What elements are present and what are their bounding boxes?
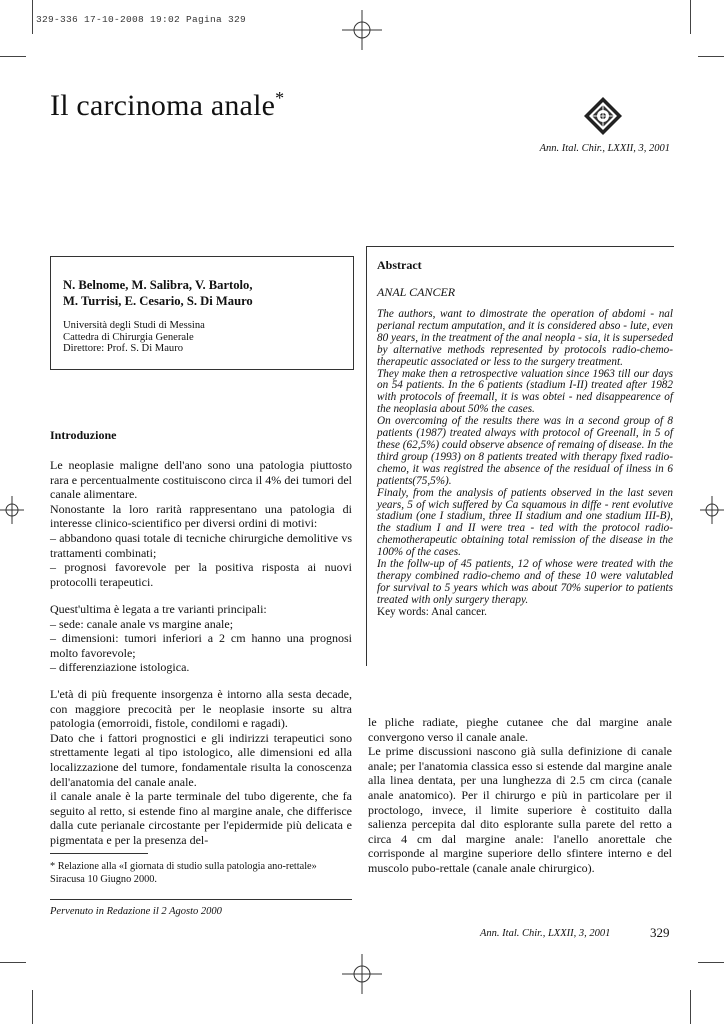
paragraph: le pliche radiate, pieghe cutanee che dal margine anale convergono verso il canale anale. — [368, 715, 672, 744]
paragraph: Dato che i fattori prognostici e gli indirizzi terapeutici sono strettamente legati al tipo istologico, alle dimensioni ed alla localizzazione del tumore, fondamentale risulta la conoscenza dell'anatomia del canale anale. — [50, 730, 352, 789]
list-item: – dimensioni: tumori inferiori a 2 cm hanno una prognosi molto favorevole; — [50, 631, 352, 660]
paragraph: il canale anale è la parte terminale del tubo digerente, che fa seguito al retto, si estende fino al margine anale, che differisce dalla cute perianale circostante per l'epidermide più delicata e pigmentata e per la presenza del- — [50, 789, 352, 847]
journal-reference-header: Ann. Ital. Chir., LXXII, 3, 2001 — [539, 143, 670, 154]
abstract-paragraph: On overcoming of the results there was in a second group of 8 patients (1987) treated always with protocol of Greenall, in 5 of these (62,5%) could observe absence of remaing of disease. In the third group (1993) on 8 patients treated with therapy fixed radio-chemo, it was registred the absence of the residual of ilness in 6 patients(75,5%). — [377, 415, 673, 487]
paragraph: Le neoplasie maligne dell'ano sono una patologia piuttosto rara e percentualmente costituiscono circa il 4% dei tumori del canale alimentare. — [50, 458, 352, 502]
abstract-paragraph: In the follw-up of 45 patients, 12 of whose were treated with the therapy combined radio-chemo and of these 10 were valutabled for survival to 5 years which was about 70% superior to patients treated with only surgery therapy. — [377, 558, 673, 606]
registration-mark-right — [700, 490, 724, 530]
author-list — [63, 277, 253, 309]
crop-mark — [698, 962, 724, 963]
received-rule — [50, 899, 352, 900]
intro-text-block-3 — [50, 687, 352, 848]
affiliation — [63, 320, 205, 355]
crop-mark — [690, 990, 691, 1024]
page-number: 329 — [650, 925, 670, 940]
list-item: – abbandono quasi totale di tecniche chirurgiche demolitive vs trattamenti combinati; — [50, 530, 352, 560]
paragraph: Le prime discussioni nascono già sulla definizione di canale anale; per l'anatomia classica esso si estende dal margine anale alla linea dentata, per una lunghezza di 2.5 cm circa (canale anale anatomico). Per il chirurgo e più in particolare per il proctologo, invece, il limite superiore è costituito dalla salienza percepita dal dito esplorante sulla parete del retto a circa 4 cm dal margine anale: l'anello anorettale che corrisponde al margine superiore dello sfintere interno e del muscolo pubo-rettale (canale anale chirurgico). — [368, 744, 672, 875]
journal-logo-icon — [583, 96, 623, 136]
section-heading-introduzione: Introduzione — [50, 428, 117, 442]
title-footnote-mark: * — [275, 88, 285, 108]
abstract-paragraph: The authors, want to dimostrate the operation of abdomi - nal perianal rectum amputation, and it is considered abso - lute, even 80 years, in the treatment of the anal neopla - sia, it is superseded by alternative methods represented by protocols radio-chemo-therapeutic associated or less to the surgery treatment. — [377, 308, 673, 368]
crop-mark — [0, 962, 26, 963]
crop-mark — [690, 0, 691, 34]
crop-mark — [698, 56, 724, 57]
intro-text-block-1 — [50, 458, 352, 589]
registration-mark-bottom — [342, 954, 382, 994]
abstract-body — [377, 309, 673, 619]
printer-slug: 329-336 17-10-2008 19:02 Pagina 329 — [36, 14, 247, 25]
abstract-heading: Abstract — [377, 258, 422, 272]
affiliation-line: Cattedra di Chirurgia Generale — [63, 331, 194, 343]
footnote-rule — [50, 853, 148, 854]
registration-mark-top — [342, 10, 382, 50]
crop-mark — [32, 990, 33, 1024]
article-title: Il carcinoma anale* — [50, 88, 285, 122]
abstract-box — [366, 246, 674, 666]
keywords: Key words: Anal cancer. — [377, 605, 487, 618]
author-line: N. Belnome, M. Salibra, V. Bartolo, — [63, 278, 253, 292]
abstract-paragraph: Finaly, from the analysis of patients observed in the last seven years, 5 of wich suffered by Ca squamous in diffe - rent evolutive stadium (one I stadium, three II stadium and one stadium III-B), the stadium I and II were trea - ted with the protocol radio-chemotherapeutic obtaining total remission of the disease in the 100% of the cases. — [377, 486, 673, 559]
received-date: Pervenuto in Redazione il 2 Agosto 2000 — [50, 906, 222, 917]
footnote: * Relazione alla «I giornata di studio sulla patologia ano-rettale» Siracusa 10 Giugno 2000. — [50, 861, 317, 885]
crop-mark — [32, 0, 33, 34]
author-line: M. Turrisi, E. Cesario, S. Di Mauro — [63, 294, 253, 308]
paragraph: Nonostante la loro rarità rappresentano una patologia di interesse clinico-scientifico per diversi ordini di motivi: — [50, 501, 352, 531]
author-box — [50, 256, 354, 370]
affiliation-line: Direttore: Prof. S. Di Mauro — [63, 343, 184, 354]
registration-mark-left — [0, 490, 24, 530]
paragraph: L'età di più frequente insorgenza è intorno alla sesta decade, con maggiore precocità per le neoplasie insorte su altra patologia (emorroidi, fistole, condilomi e ragadi). — [50, 687, 352, 731]
abstract-paragraph: They make then a retrospective valuation since 1963 till our days on 54 patients. In the 6 patients (stadium I-II) treated after 1982 with protocols of freemall, it is was obtei - ned disappearence of the neoplasia about 50% the cases. — [377, 367, 673, 416]
crop-mark — [0, 56, 26, 57]
paragraph: Quest'ultima è legata a tre varianti principali: — [50, 602, 267, 616]
list-item: – differenziazione istologica. — [50, 660, 190, 675]
abstract-subheading: ANAL CANCER — [377, 285, 456, 299]
intro-text-block-2 — [50, 602, 352, 675]
list-item: – sede: canale anale vs margine anale; — [50, 616, 234, 631]
journal-reference-footer: Ann. Ital. Chir., LXXII, 3, 2001 — [480, 928, 611, 939]
list-item: – prognosi favorevole per la positiva risposta ai nuovi protocolli terapeutici. — [50, 560, 352, 589]
affiliation-line: Università degli Studi di Messina — [63, 320, 205, 331]
right-column-text — [368, 715, 672, 876]
